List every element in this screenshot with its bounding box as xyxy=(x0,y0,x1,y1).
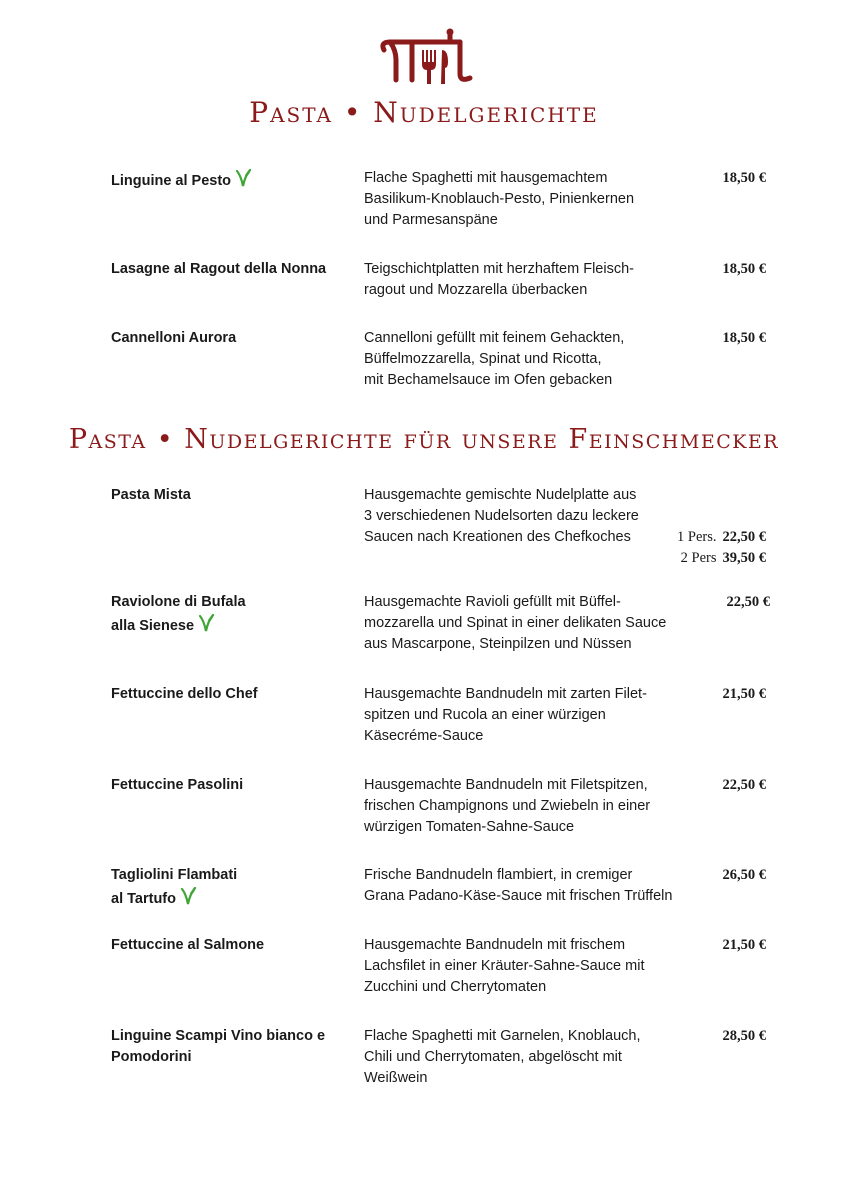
item-price: 18,50 € xyxy=(722,330,766,346)
vegetarian-leaf-icon xyxy=(235,168,252,188)
section-title-pasta: Pasta • Nudelgerichte xyxy=(249,96,599,129)
item-price: 21,50 € xyxy=(722,686,766,702)
item-name: Cannelloni Aurora xyxy=(111,330,237,346)
item-price: 18,50 € xyxy=(722,261,766,277)
item-name: Tagliolini Flambati al Tartufo xyxy=(111,867,238,907)
section-title-gourmet-pasta: Pasta • Nudelgerichte für unsere Feinschmecker xyxy=(68,424,780,455)
item-description: Cannelloni gefüllt mit feinem Gehackten, Büffelmozzarella, Spinat und Ricotta, mit Bechamelsauce im Ofen gebacken xyxy=(364,330,625,388)
item-name: Fettuccine Pasolini xyxy=(111,777,244,793)
item-description: Flache Spaghetti mit hausgemachtem Basilikum-Knoblauch-Pesto, Pinienkernen und Parmesanspäne xyxy=(364,170,635,228)
item-description: Hausgemachte Ravioli gefüllt mit Büffel- mozzarella und Spinat in einer delikaten Sauce aus Mascarpone, Steinpilzen und Nüssen xyxy=(364,594,667,652)
item-price: 18,50 € xyxy=(722,170,766,186)
item-price: 22,50 € xyxy=(722,777,766,793)
item-description: Hausgemachte gemischte Nudelplatte aus 3 verschiedenen Nudelsorten dazu leckere Saucen nach Kreationen des Chefkoches xyxy=(364,487,639,545)
vegetarian-leaf-icon xyxy=(180,886,197,906)
item-name: Lasagne al Ragout della Nonna xyxy=(111,261,327,277)
item-price: 21,50 € xyxy=(722,937,766,953)
item-description: Hausgemachte Bandnudeln mit frischem Lachsfilet in einer Kräuter-Sahne-Sauce mit Zucchini und Cherrytomaten xyxy=(364,937,645,995)
item-price: 26,50 € xyxy=(722,867,766,883)
item-price: 28,50 € xyxy=(722,1028,766,1044)
item-description: Flache Spaghetti mit Garnelen, Knoblauch, Chili und Cherrytomaten, abgelöscht mit Weißwein xyxy=(364,1028,641,1086)
item-price: 1 Pers. 22,50 € 2 Pers 39,50 € xyxy=(677,529,766,566)
item-name: Raviolone di Bufala alla Sienese xyxy=(111,594,246,634)
item-description: Frische Bandnudeln flambiert, in cremiger Grana Padano-Käse-Sauce mit frischen Trüffeln xyxy=(364,867,673,904)
restaurant-logo-icon xyxy=(376,28,480,92)
item-price: 22,50 € xyxy=(726,594,770,610)
item-description: Hausgemachte Bandnudeln mit zarten Filet- spitzen und Rucola an einer würzigen Käsecréme-Sauce xyxy=(364,686,647,744)
item-name: Linguine Scampi Vino bianco e Pomodorini xyxy=(111,1028,326,1065)
item-description: Teigschichtplatten mit herzhaftem Fleisch- ragout und Mozzarella überbacken xyxy=(364,261,634,298)
vegetarian-leaf-icon xyxy=(198,613,215,633)
item-name: Pasta Mista xyxy=(111,487,191,503)
item-name: Fettuccine al Salmone xyxy=(111,937,265,953)
item-name: Fettuccine dello Chef xyxy=(111,686,258,702)
item-name: Linguine al Pesto xyxy=(111,168,351,192)
item-description: Hausgemachte Bandnudeln mit Filetspitzen, frischen Champignons und Zwiebeln in einer würzigen Tomaten-Sahne-Sauce xyxy=(364,777,651,835)
